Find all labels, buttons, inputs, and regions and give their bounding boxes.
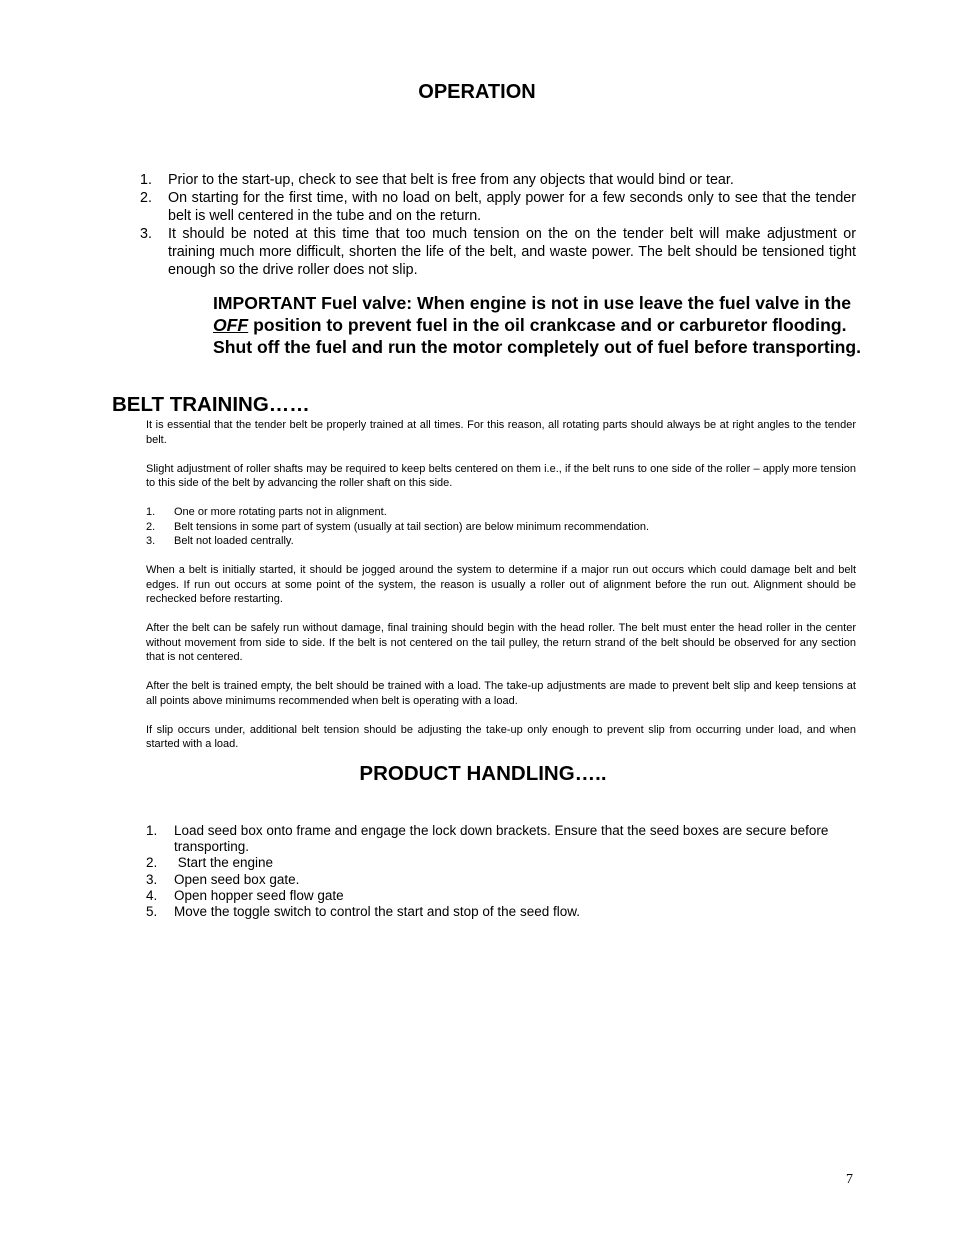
list-number: 2. [140, 190, 152, 206]
list-number: 1. [146, 506, 156, 518]
list-text: Move the toggle switch to control the start and stop of the seed flow. [174, 904, 580, 920]
product-handling-heading: PRODUCT HANDLING….. [359, 762, 607, 785]
list-item [146, 520, 856, 535]
important-notice [213, 292, 863, 358]
list-item [146, 855, 856, 871]
list-item [140, 171, 856, 189]
list-item [140, 225, 856, 279]
operation-list [140, 171, 856, 279]
list-number: 1. [146, 823, 158, 838]
list-text: Start the engine [174, 855, 274, 871]
belt-paragraph: It is essential that the tender belt be properly trained at all times. For this reason, all rotating parts should always be at right angles to the tender belt. [146, 419, 856, 446]
list-number: 3. [146, 535, 156, 547]
belt-training-body [146, 418, 856, 766]
list-text: It should be noted at this time that too much tension on the on the tender belt will make adjustment or training much more difficult, shorten the life of the belt, and waste power. The belt should be tensioned tight enough so the drive roller does not slip. [168, 226, 856, 278]
belt-paragraph: After the belt can be safely run without damage, final training should begin with the head roller. The belt must enter the head roller in the center without movement from side to side. If the belt is not centered on the tail pulley, the return strand of the belt should be observed for any section that is not centered. [146, 622, 856, 663]
important-text-end: position to prevent fuel in the oil crankcase and or carburetor flooding. Shut off the fuel and run the motor completely out of fuel before transporting. [213, 315, 862, 357]
list-text: Belt not loaded centrally. [174, 535, 294, 547]
important-off-word: OFF [213, 315, 249, 335]
operation-heading: OPERATION [418, 81, 536, 103]
list-item [146, 888, 856, 904]
list-text: Load seed box onto frame and engage the lock down brackets. Ensure that the seed boxes are secure before transporting. [174, 823, 829, 855]
list-text: On starting for the first time, with no load on belt, apply power for a few seconds only to see that the tender belt is well centered in the tube and on the return. [168, 190, 856, 224]
list-item [146, 872, 856, 888]
list-text: Prior to the start-up, check to see that belt is free from any objects that would bind or tear. [168, 172, 734, 188]
important-text-start: IMPORTANT Fuel valve: When engine is not in use leave the fuel valve in the [213, 293, 852, 313]
page-number: 7 [846, 1172, 853, 1187]
belt-paragraph: Slight adjustment of roller shafts may be required to keep belts centered on them i.e., if the belt runs to one side of the roller – apply more tension to this side of the belt by advancing the roller shaft on this side. [146, 462, 856, 489]
belt-training-heading: BELT TRAINING…… [112, 393, 310, 416]
list-text: Open seed box gate. [174, 871, 300, 887]
list-item [146, 904, 856, 920]
list-number: 3. [146, 871, 158, 887]
list-number: 4. [146, 887, 158, 903]
belt-issue-list [146, 505, 856, 549]
belt-paragraph: If slip occurs under, additional belt tension should be adjusting the take-up only enough to prevent slip from occurring under load, and when started with a load. [146, 723, 856, 750]
list-text: One or more rotating parts not in alignment. [174, 506, 387, 518]
list-text: Open hopper seed flow gate [174, 887, 344, 903]
product-handling-list [146, 823, 856, 920]
list-number: 5. [146, 904, 158, 920]
list-number: 2. [146, 520, 156, 533]
list-item [146, 823, 856, 855]
list-number: 1. [140, 172, 152, 188]
list-number: 3. [140, 226, 152, 242]
list-item [146, 505, 856, 520]
list-number: 2. [146, 855, 158, 871]
list-text: Belt tensions in some part of system (usually at tail section) are below minimum recommendation. [174, 520, 650, 533]
belt-paragraph: After the belt is trained empty, the belt should be trained with a load. The take-up adjustments are made to prevent belt slip and keep tensions at all points above minimums recommended when belt is operating with a load. [146, 680, 856, 707]
belt-paragraph: When a belt is initially started, it should be jogged around the system to determine if a major run out occurs which could damage belt and belt edges. If run out occurs at some point of the system, the reason is usually a roller out of alignment before the run out. Alignment should be rechecked before restarting. [146, 564, 856, 605]
list-item [146, 534, 856, 549]
list-item [140, 189, 856, 225]
